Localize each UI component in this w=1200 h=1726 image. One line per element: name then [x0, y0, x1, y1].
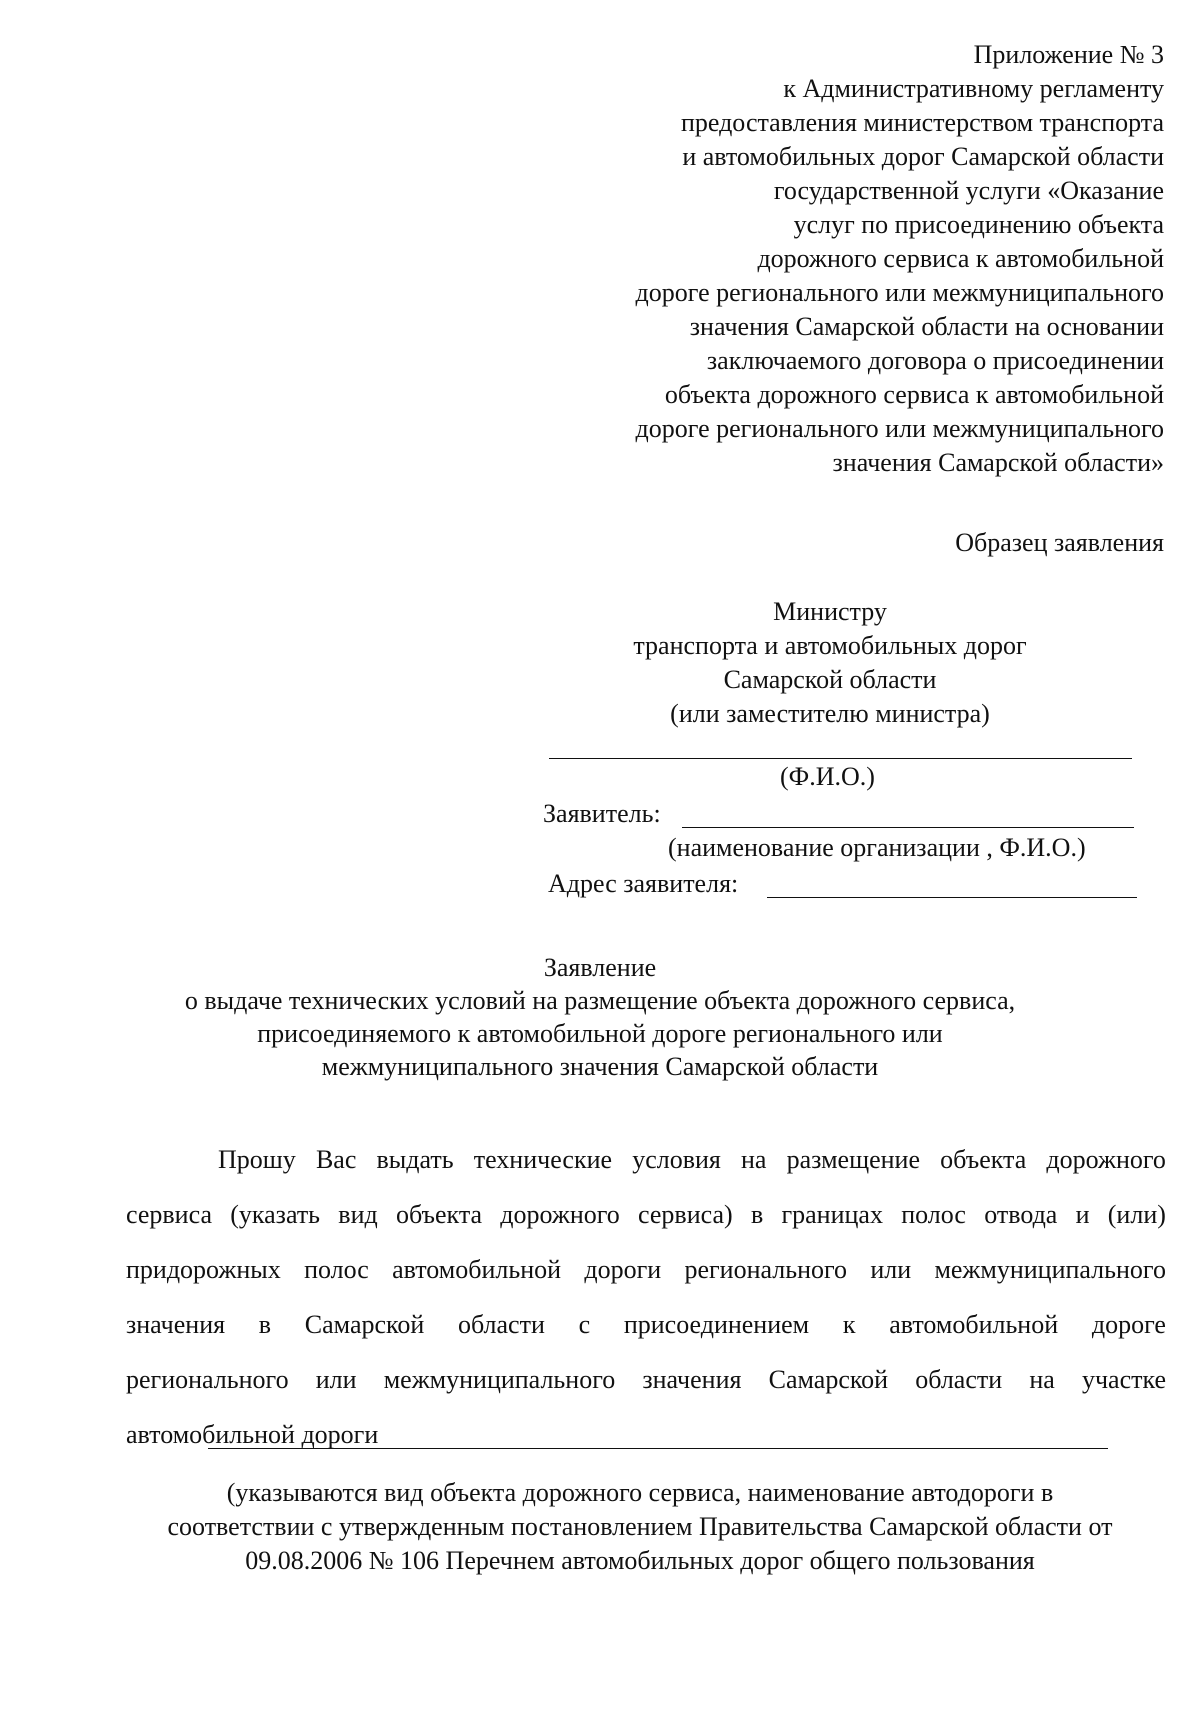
appendix-line: значения Самарской области на основании [689, 312, 1164, 341]
recipient-line: Самарской области [723, 665, 937, 694]
document-title [100, 951, 1100, 1083]
appendix-line: значения Самарской области» [832, 448, 1164, 477]
fio-caption: (Ф.И.О.) [780, 762, 875, 791]
body-line: автомобильной дороги [126, 1420, 379, 1449]
appendix-line: и автомобильных дорог Самарской области [682, 142, 1164, 171]
appendix-line: предоставления министерством транспорта [680, 108, 1164, 137]
applicant-caption: (наименование организации , Ф.И.О.) [668, 833, 1086, 862]
applicant-blank-line [682, 827, 1134, 828]
appendix-line: объекта дорожного сервиса к автомобильной [664, 380, 1164, 409]
body-line: значения в Самарской области с присоединением к автомобильной дороге [126, 1310, 1166, 1339]
title-line: о выдаче технических условий на размещение объекта дорожного сервиса, [184, 986, 1016, 1015]
title-line: присоединяемого к автомобильной дороге регионального или [257, 1019, 943, 1048]
appendix-line: государственной услуги «Оказание [773, 176, 1164, 205]
note-blank-line [208, 1448, 1108, 1449]
sample-label: Образец заявления [955, 528, 1164, 557]
applicant-label: Заявитель: [543, 799, 661, 828]
body-line: регионального или межмуниципального значения Самарской области на участке [126, 1365, 1166, 1394]
appendix-line: заключаемого договора о присоединении [706, 346, 1164, 375]
body-line: придорожных полос автомобильной дороги регионального или межмуниципального [126, 1255, 1166, 1284]
appendix-line: услуг по присоединению объекта [793, 210, 1164, 239]
appendix-line: дороге регионального или межмуниципального [635, 414, 1164, 443]
body-line: Прошу Вас выдать технические условия на размещение объекта дорожного [218, 1145, 1166, 1174]
appendix-line: Приложение № 3 [973, 40, 1164, 69]
appendix-line: к Административному регламенту [783, 74, 1164, 103]
title-line: Заявление [543, 953, 657, 982]
body-paragraph [126, 1132, 1166, 1462]
recipient-line: транспорта и автомобильных дорог [633, 631, 1027, 660]
appendix-header [504, 38, 1164, 480]
title-line: межмуниципального значения Самарской области [321, 1052, 879, 1081]
address-blank-line [767, 897, 1137, 898]
footnote [100, 1476, 1180, 1578]
body-line: сервиса (указать вид объекта дорожного сервиса) в границах полос отвода и (или) [126, 1200, 1166, 1229]
recipient-block [580, 595, 1080, 731]
fio-blank-line [549, 758, 1132, 759]
appendix-line: дорожного сервиса к автомобильной [757, 244, 1164, 273]
address-label: Адрес заявителя: [548, 869, 739, 898]
note-line: (указываются вид объекта дорожного сервиса, наименование автодороги в [226, 1478, 1054, 1507]
appendix-line: дороге регионального или межмуниципального [635, 278, 1164, 307]
note-line: соответствии с утвержденным постановлением Правительства Самарской области от [167, 1512, 1113, 1541]
recipient-line: (или заместителю министра) [670, 699, 990, 728]
recipient-line: Министру [773, 597, 887, 626]
note-line: 09.08.2006 № 106 Перечнем автомобильных дорог общего пользования [245, 1546, 1035, 1575]
